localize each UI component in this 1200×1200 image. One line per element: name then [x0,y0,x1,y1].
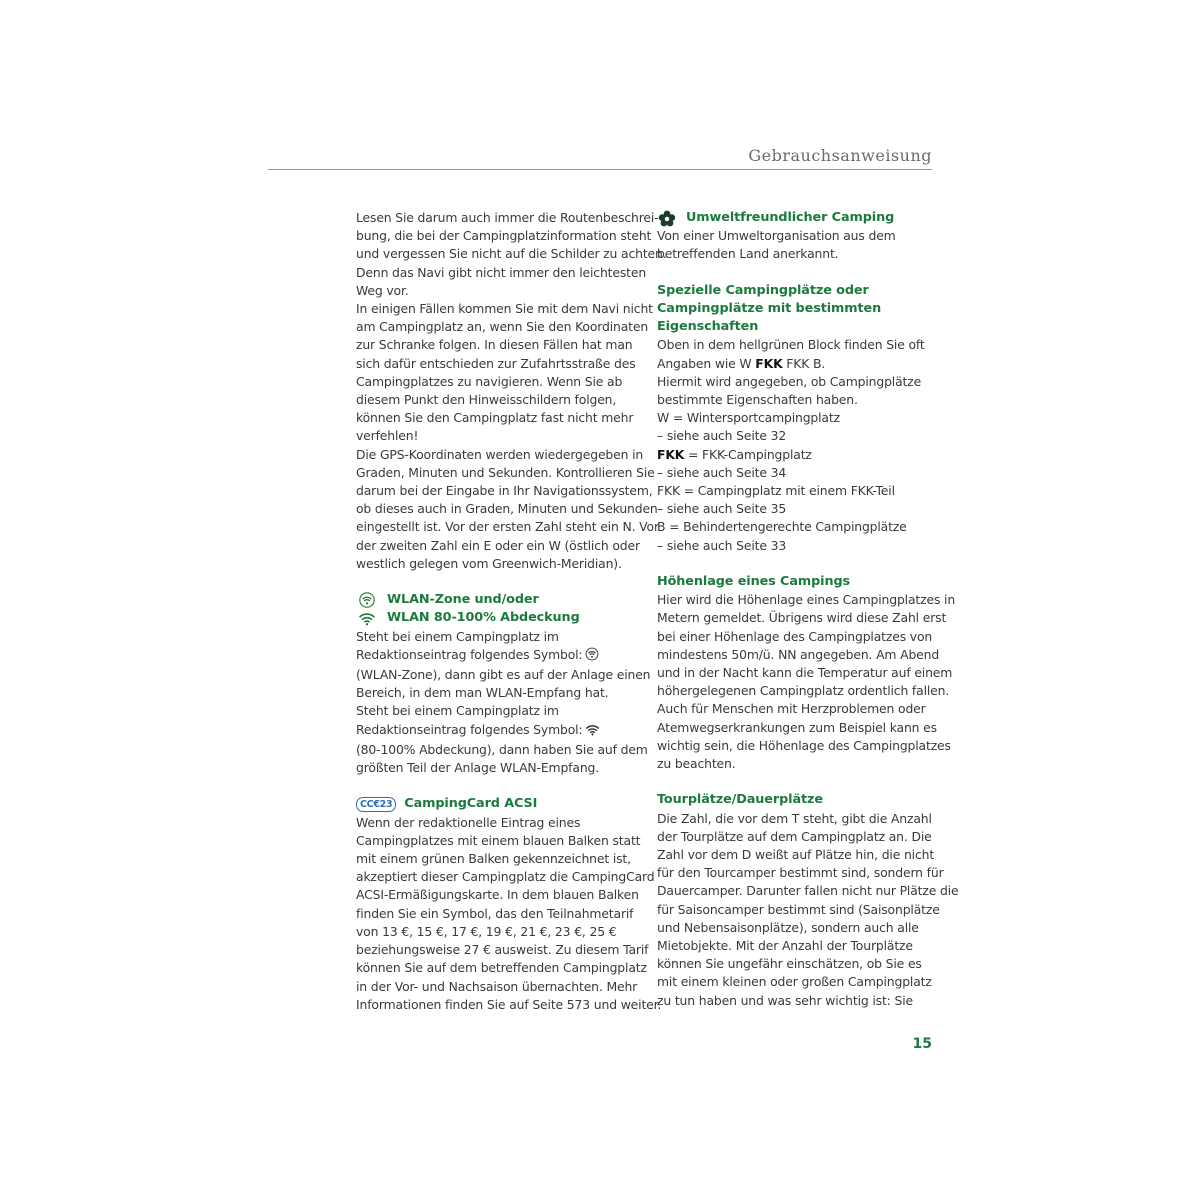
text-line [356,721,641,741]
text-line: Bereich, in dem man WLAN-Empfang hat. [356,685,609,701]
text-line: Zahl vor dem D weißt auf Plätze hin, die nicht [657,847,935,863]
text-line: in der Vor- und Nachsaison übernachten. Mehr [356,978,638,994]
text-line: für Saisoncamper bestimmt sind (Saisonplätze [657,901,940,917]
campingcard-heading: CampingCard ACSI [404,796,538,812]
text-line: Von einer Umweltorganisation aus dem [657,228,896,244]
text-line: Denn das Navi gibt nicht immer den leichtesten [356,264,647,280]
text-line: mindestens 50m/ü. NN angegeben. Am Abend [657,646,940,662]
text-line: In einigen Fällen kommen Sie mit dem Navi nicht [356,301,653,317]
text-line: Dauercamper. Darunter fallen nicht nur Plätze die [657,883,959,899]
text-span: = FKK-Campingplatz [684,446,812,462]
text-line: darum bei der Eingabe in Ihr Navigationssystem, [356,483,653,499]
text-line: können Sie den Campingplatz fast nicht mehr [356,410,634,426]
running-header-title: Gebrauchsanweisung [748,146,932,165]
wifi-full-inline-icon [585,723,600,741]
text-line: für den Tourcamper bestimmt sind, sondern für [657,865,944,881]
flower-icon [657,210,677,227]
wlan-heading-row-2 [356,609,641,627]
text-line: bung, die bei der Campingplatzinformation steht [356,228,652,244]
altitude-section [657,573,956,773]
text-line: mit einem grünen Balken gekennzeichnet ist, [356,851,631,867]
text-line: akzeptiert dieser Campingplatz die CampingCard [356,869,655,885]
header-rule [268,169,932,170]
text-line: westlich gelegen vom Greenwich-Meridian). [356,555,622,571]
campingcard-badge-icon [356,797,396,812]
special-heading-line: Spezielle Campingplätze oder [657,282,869,298]
page-number: 15 [912,1036,932,1052]
text-line: mit einem kleinen oder großen Campingplatz [657,974,932,990]
campingcard-heading-row [356,795,641,813]
text-line: eingestellt ist. Vor der ersten Zahl steht ein N. Vor [356,519,659,535]
text-line: W = Wintersportcampingplatz [657,410,840,426]
text-line: Auch für Menschen mit Herzproblemen oder [657,701,926,717]
intro-paragraph [356,209,667,573]
text-line: zu tun haben und was sehr wichtig ist: Sie [657,992,913,1008]
text-line: Hier wird die Höhenlage eines Campingplatzes in [657,592,956,608]
text-line: zu beachten. [657,756,736,772]
special-heading-line: Campingplätze mit bestimmten [657,301,882,316]
text-line: größten Teil der Anlage WLAN-Empfang. [356,760,600,776]
wlan-section [356,591,651,777]
text-line: – siehe auch Seite 32 [657,428,787,444]
text-span: FKK B. [782,355,826,371]
text-line: Die GPS-Koordinaten werden wiedergegeben in [356,446,644,462]
text-line: (WLAN-Zone), dann gibt es auf der Anlage einen [356,667,651,683]
text-line: bei einer Höhenlage des Campingplatzes von [657,628,933,644]
eco-section [657,209,935,264]
campingcard-badge-text: CC€23 [360,798,393,810]
text-line: Informationen finden Sie auf Seite 573 und weiter. [356,996,662,1012]
text-line [657,355,935,373]
text-line [657,446,935,464]
text-line: Steht bei einem Campingplatz im [356,703,559,719]
text-line: wichtig sein, die Höhenlage des Campingplatzes [657,737,951,753]
eco-heading-row [657,209,935,227]
text-line: und Nebensaisonplätze), sondern auch alle [657,919,919,935]
text-line: und vergessen Sie nicht auf die Schilder zu achten. [356,246,667,262]
wifi-zone-icon [356,592,378,609]
text-line: Weg vor. [356,282,409,298]
wifi-full-icon [356,610,378,627]
right-column [657,209,959,1010]
left-column [356,209,667,1014]
text-line: der Tourplätze auf dem Campingplatz an. Die [657,828,932,844]
text-line [356,646,641,666]
text-line: bestimmte Eigenschaften haben. [657,392,858,408]
text-line: diesem Punkt den Hinweisschildern folgen, [356,392,617,408]
text-line: und in der Nacht kann die Temperatur auf einem [657,665,953,681]
text-span: Redaktionseintrag folgendes Symbol: [356,646,583,662]
text-line: am Campingplatz an, wenn Sie den Koordinaten [356,319,649,335]
text-line: Lesen Sie darum auch immer die Routenbeschrei- [356,210,659,225]
text-line: Campingplatzes mit einem blauen Balken statt [356,832,641,848]
text-line: Die Zahl, die vor dem T steht, gibt die Anzahl [657,810,932,826]
text-line: können Sie auf dem betreffenden Campingplatz [356,960,647,976]
text-span: Redaktionseintrag folgendes Symbol: [356,721,583,737]
text-line: von 13 €, 15 €, 17 €, 19 €, 21 €, 23 €, 25 € [356,923,617,939]
text-line: B = Behindertengerechte Campingplätze [657,519,907,535]
text-line: Oben in dem hellgrünen Block finden Sie oft [657,337,925,353]
campingcard-section [356,795,662,1013]
wlan-heading-2: WLAN 80-100% Abdeckung [387,610,580,626]
text-line: – siehe auch Seite 33 [657,537,787,553]
text-line: Metern gemeldet. Übrigens wird diese Zahl erst [657,610,947,626]
text-line: ob dieses auch in Graden, Minuten und Sekunden [356,501,658,517]
special-heading-line: Eigenschaften [657,319,759,335]
text-line: Atemwegserkrankungen zum Beispiel kann es [657,719,937,735]
text-span: Angaben wie W [657,355,756,371]
text-line: – siehe auch Seite 34 [657,464,787,480]
text-line: der zweiten Zahl ein E oder ein W (östlich oder [356,537,640,553]
text-line: – siehe auch Seite 35 [657,501,787,517]
text-line: (80-100% Abdeckung), dann haben Sie auf dem [356,741,648,757]
text-line: Campingplatzes zu navigieren. Wenn Sie ab [356,373,623,389]
text-line: Graden, Minuten und Sekunden. Kontrollieren Sie [356,464,655,480]
text-line: verfehlen! [356,428,419,444]
text-line: finden Sie ein Symbol, das den Teilnahmetarif [356,905,634,921]
pitches-heading: Tourplätze/Dauerplätze [657,792,823,808]
fkk-bold: FKK [657,446,685,462]
text-line: Steht bei einem Campingplatz im [356,628,559,644]
wifi-zone-inline-icon [585,647,599,666]
eco-heading: Umweltfreundlicher Camping [686,210,895,225]
text-line: Mietobjekte. Mit der Anzahl der Tourplätze [657,938,913,954]
text-line: Hiermit wird angegeben, ob Campingplätze [657,373,922,389]
text-line: können Sie ungefähr einschätzen, ob Sie es [657,956,922,972]
text-line: FKK = Campingplatz mit einem FKK-Teil [657,483,895,499]
text-line: sich dafür entschieden zur Zufahrtsstraße des [356,355,636,371]
text-line: betreffenden Land anerkannt. [657,246,839,262]
special-section [657,282,935,555]
text-line: beziehungsweise 27 € ausweist. Zu diesem Tarif [356,942,649,958]
text-line: höhergelegenen Campingplatz ordentlich fallen. [657,683,950,699]
text-line: ACSI-Ermäßigungskarte. In dem blauen Balken [356,887,639,903]
altitude-heading: Höhenlage eines Campings [657,574,851,590]
wlan-heading-row-1 [356,591,641,609]
fkk-bold: FKK [755,355,783,371]
wlan-heading-1: WLAN-Zone und/oder [387,592,539,608]
pitches-section [657,791,959,1009]
text-line: Wenn der redaktionelle Eintrag eines [356,814,581,830]
text-line: zur Schranke folgen. In diesen Fällen hat man [356,337,633,353]
